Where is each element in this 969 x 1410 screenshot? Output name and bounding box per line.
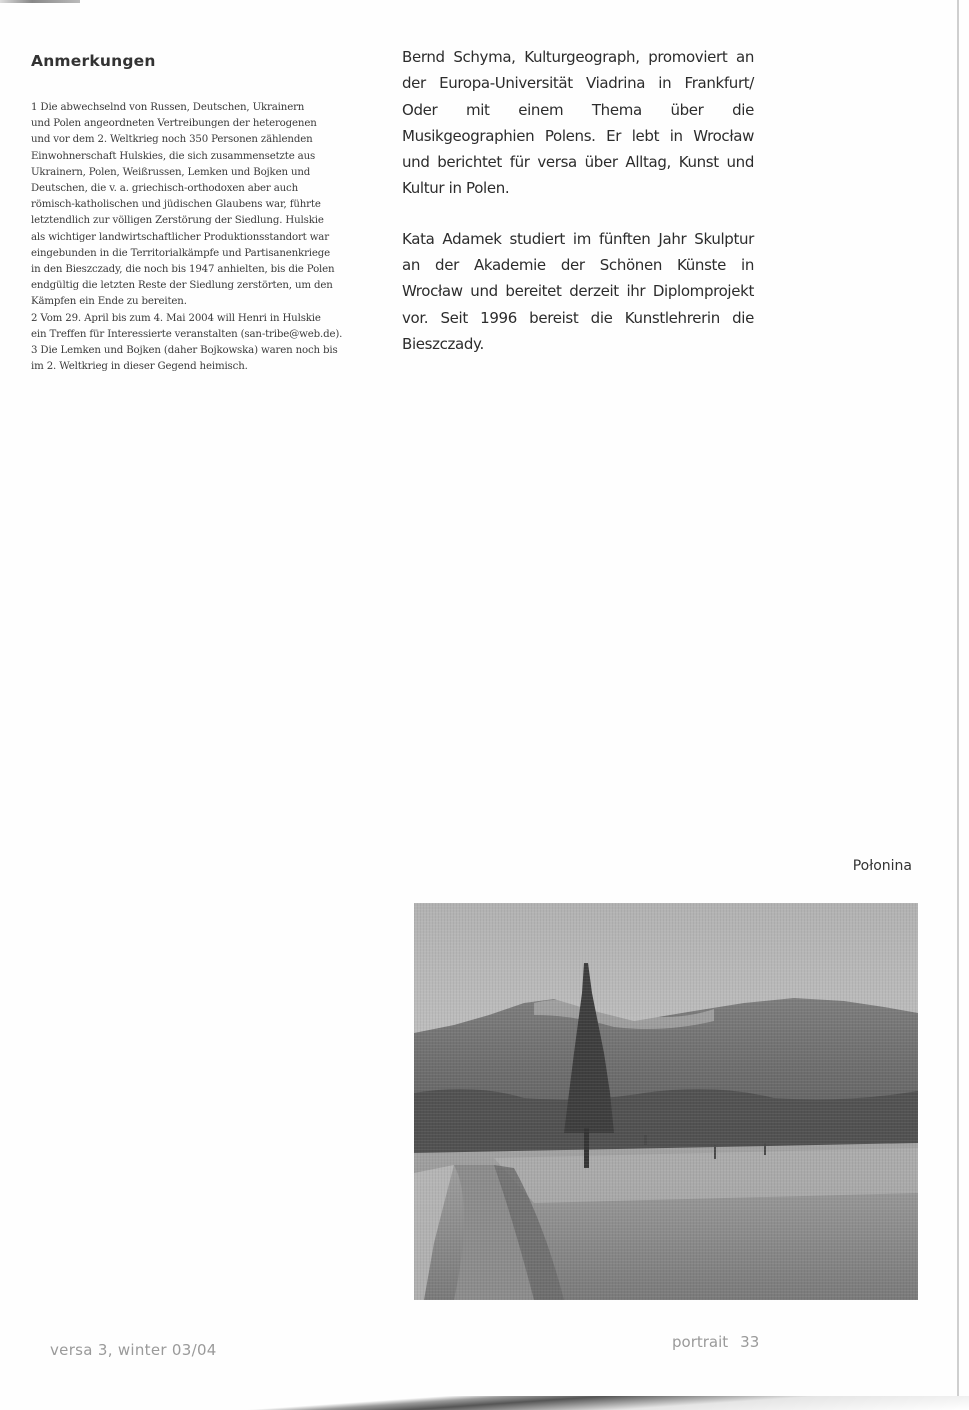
section-label: portrait [672, 1333, 729, 1351]
note-line: Deutschen, die v. a. griechisch-orthodoxen aber auch [31, 183, 299, 195]
photo-caption: Połonina [852, 858, 912, 874]
note-line: endgültig die letzten Reste der Siedlung zerstörten, um den [31, 280, 333, 292]
author-bio-schyma: Bernd Schyma, Kulturgeograph, promoviert an der Europa-Universität Viadrina in Frankfurt/ Oder mit einem Thema über die Musikgeographien Polens. Er lebt in Wrocław und berichtet für versa über Alltag, Kunst und Kultur in Polen. [402, 48, 754, 198]
notes-heading: Anmerkungen [31, 52, 156, 70]
notes-text [31, 100, 391, 375]
note-line: 1 Die abwechselnd von Russen, Deutschen, Ukrainern [31, 102, 305, 113]
page-edge-right [957, 0, 959, 1410]
note-line: ein Treffen für Interessierte veranstalten (san-tribe@web.de). [31, 328, 343, 340]
note-line: im 2. Weltkrieg in dieser Gegend heimisch. [31, 361, 248, 373]
page-footer-right [672, 1333, 759, 1351]
page-edge-top [0, 0, 80, 3]
note-line: und vor dem 2. Weltkrieg noch 350 Personen zählenden [31, 134, 313, 146]
page-edge-bottom [0, 1396, 969, 1410]
author-bio-adamek: Kata Adamek studiert im fünften Jahr Skulptur an der Akademie der Schönen Künste in Wrocław und bereitet derzeit ihr Diplomprojekt vor. Seit 1996 bereist die Kunstlehrerin die Bieszczady. [402, 229, 754, 353]
note-line: 2 Vom 29. April bis zum 4. Mai 2004 will Henri in Hulskie [31, 312, 321, 324]
notes-column [31, 52, 391, 375]
note-line: in den Bieszczady, die noch bis 1947 anhielten, bis die Polen [31, 264, 335, 276]
note-line: Ukrainern, Polen, Weißrussen, Lemken und Bojken und [31, 166, 311, 178]
note-line: als wichtiger landwirtschaftlicher Produktionsstandort war [31, 231, 329, 243]
note-line: eingebunden in die Territorialkämpfe und Partisanenkriege [31, 247, 331, 259]
note-line: und Polen angeordneten Vertreibungen der heterogenen [31, 118, 317, 130]
note-line: Einwohnerschaft Hulskies, die sich zusammensetzte aus [31, 150, 316, 162]
publication-issue: versa 3, winter 03/04 [50, 1341, 217, 1359]
page-number: 33 [740, 1333, 760, 1351]
note-line: letztendlich zur völligen Zerstörung der Siedlung. Hulskie [31, 215, 324, 227]
landscape-illustration [414, 903, 918, 1300]
note-line: 3 Die Lemken und Bojken (daher Bojkowska) waren noch bis [31, 345, 338, 357]
note-line: römisch-katholischen und jüdischen Glaubens war, führte [31, 199, 321, 211]
note-line: Kämpfen ein Ende zu bereiten. [31, 296, 187, 308]
landscape-photo [414, 903, 918, 1300]
bio-column [402, 44, 754, 381]
